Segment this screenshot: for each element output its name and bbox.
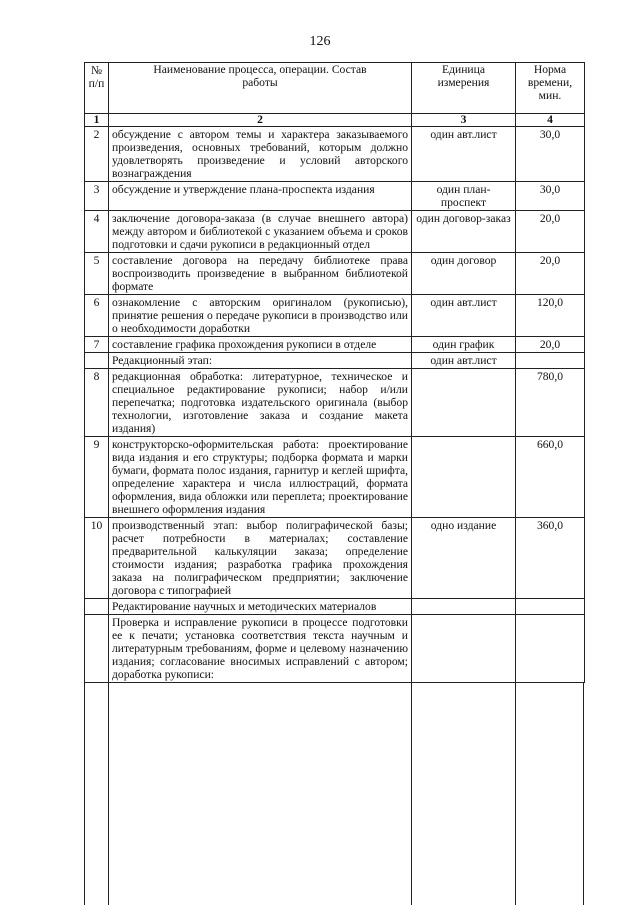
row-number: 7	[85, 337, 109, 353]
stage-row	[85, 353, 585, 369]
row-description: Редактирование научных и методических материалов	[109, 599, 412, 615]
row-time-norm: 660,0	[516, 437, 585, 518]
header-number: № п/п	[85, 63, 109, 114]
row-unit	[412, 615, 516, 683]
row-description: обсуждение и утверждение плана-проспекта издания	[109, 182, 412, 211]
row-unit: один договор-заказ	[412, 211, 516, 253]
row-time-norm	[516, 615, 585, 683]
table-row	[85, 615, 585, 683]
column-number: 3	[412, 114, 516, 127]
column-number: 4	[516, 114, 585, 127]
row-time-norm: 780,0	[516, 369, 585, 437]
table-row	[85, 211, 585, 253]
continuation-line	[583, 683, 584, 905]
table-row	[85, 182, 585, 211]
continuation-line	[84, 683, 85, 905]
header-process-name: Наименование процесса, операции. Состав работы	[109, 63, 412, 114]
continuation-line	[515, 683, 516, 905]
table-header-row	[85, 63, 585, 114]
table-row	[85, 295, 585, 337]
norms-table	[84, 62, 585, 683]
row-time-norm: 20,0	[516, 253, 585, 295]
row-number: 8	[85, 369, 109, 437]
row-description: обсуждение с автором темы и характера заказываемого произведения, основных требований, которым должно удовлетворять произведение и условий авторского вознаграждения	[109, 127, 412, 182]
row-time-norm: 30,0	[516, 182, 585, 211]
header-time-norm: Норма времени, мин.	[516, 63, 585, 114]
row-time-norm: 30,0	[516, 127, 585, 182]
column-numbers-row	[85, 114, 585, 127]
row-description: ознакомление с авторским оригиналом (рукописью), принятие решения о передаче рукописи в производство или о необходимости доработки	[109, 295, 412, 337]
row-description: составление договора на передачу библиотеке права воспроизводить произведение в выбранном библиотекой формате	[109, 253, 412, 295]
row-number: 6	[85, 295, 109, 337]
row-unit: одно издание	[412, 518, 516, 599]
row-number	[85, 599, 109, 615]
row-number	[85, 353, 109, 369]
row-description: заключение договора-заказа (в случае внешнего автора) между автором и библиотекой с указанием объема и сроков подготовки и сдачи рукописи в редакционный отдел	[109, 211, 412, 253]
table-row	[85, 437, 585, 518]
header-unit: Единица измерения	[412, 63, 516, 114]
row-unit	[412, 437, 516, 518]
row-number: 10	[85, 518, 109, 599]
row-number: 9	[85, 437, 109, 518]
row-unit: один авт.лист	[412, 353, 516, 369]
continuation-line	[411, 683, 412, 905]
row-description: Проверка и исправление рукописи в процессе подготовки ее к печати; установка соответствия текста научным и литературным требованиям, форме и целевому назначению издания; согласование вносимых исправлений с автором; доработка рукописи:	[109, 615, 412, 683]
table-row	[85, 337, 585, 353]
row-description: конструкторско-оформительская работа: проектирование вида издания и его структуры; подборка формата и марки бумаги, формата полос издания, гарнитур и кеглей шрифта, определение характера и числа иллюстраций, формата оформления, вида обложки или переплета; проектирование внешнего оформления издания	[109, 437, 412, 518]
row-description: составление графика прохождения рукописи в отделе	[109, 337, 412, 353]
table-continuation	[84, 683, 584, 905]
row-time-norm: 120,0	[516, 295, 585, 337]
row-time-norm: 20,0	[516, 211, 585, 253]
page-number: 126	[309, 34, 331, 49]
table-row	[85, 253, 585, 295]
row-time-norm	[516, 353, 585, 369]
column-number: 2	[109, 114, 412, 127]
row-number: 3	[85, 182, 109, 211]
row-unit: один график	[412, 337, 516, 353]
row-time-norm: 20,0	[516, 337, 585, 353]
table-row	[85, 127, 585, 182]
row-time-norm	[516, 599, 585, 615]
row-description: производственный этап: выбор полиграфической базы; расчет потребности в материалах; составление предварительной калькуляции заказа; определение стоимости издания; разработка графика прохождения заказа на полиграфическом предприятии; заключение договора с типографией	[109, 518, 412, 599]
table-row	[85, 369, 585, 437]
row-unit: один авт.лист	[412, 295, 516, 337]
continuation-line	[108, 683, 109, 905]
row-unit: один авт.лист	[412, 127, 516, 182]
column-number: 1	[85, 114, 109, 127]
row-number: 4	[85, 211, 109, 253]
row-description: Редакционный этап:	[109, 353, 412, 369]
table-row	[85, 518, 585, 599]
row-time-norm: 360,0	[516, 518, 585, 599]
row-unit: один план-проспект	[412, 182, 516, 211]
row-description: редакционная обработка: литературное, техническое и специальное редактирование рукописи; набор и/или перепечатка; подготовка издательского оригинала (выбор технологии, изготовление заказа и создание макета издания)	[109, 369, 412, 437]
stage-row	[85, 599, 585, 615]
row-number	[85, 615, 109, 683]
row-unit	[412, 599, 516, 615]
row-number: 5	[85, 253, 109, 295]
row-number: 2	[85, 127, 109, 182]
row-unit	[412, 369, 516, 437]
row-unit: один договор	[412, 253, 516, 295]
